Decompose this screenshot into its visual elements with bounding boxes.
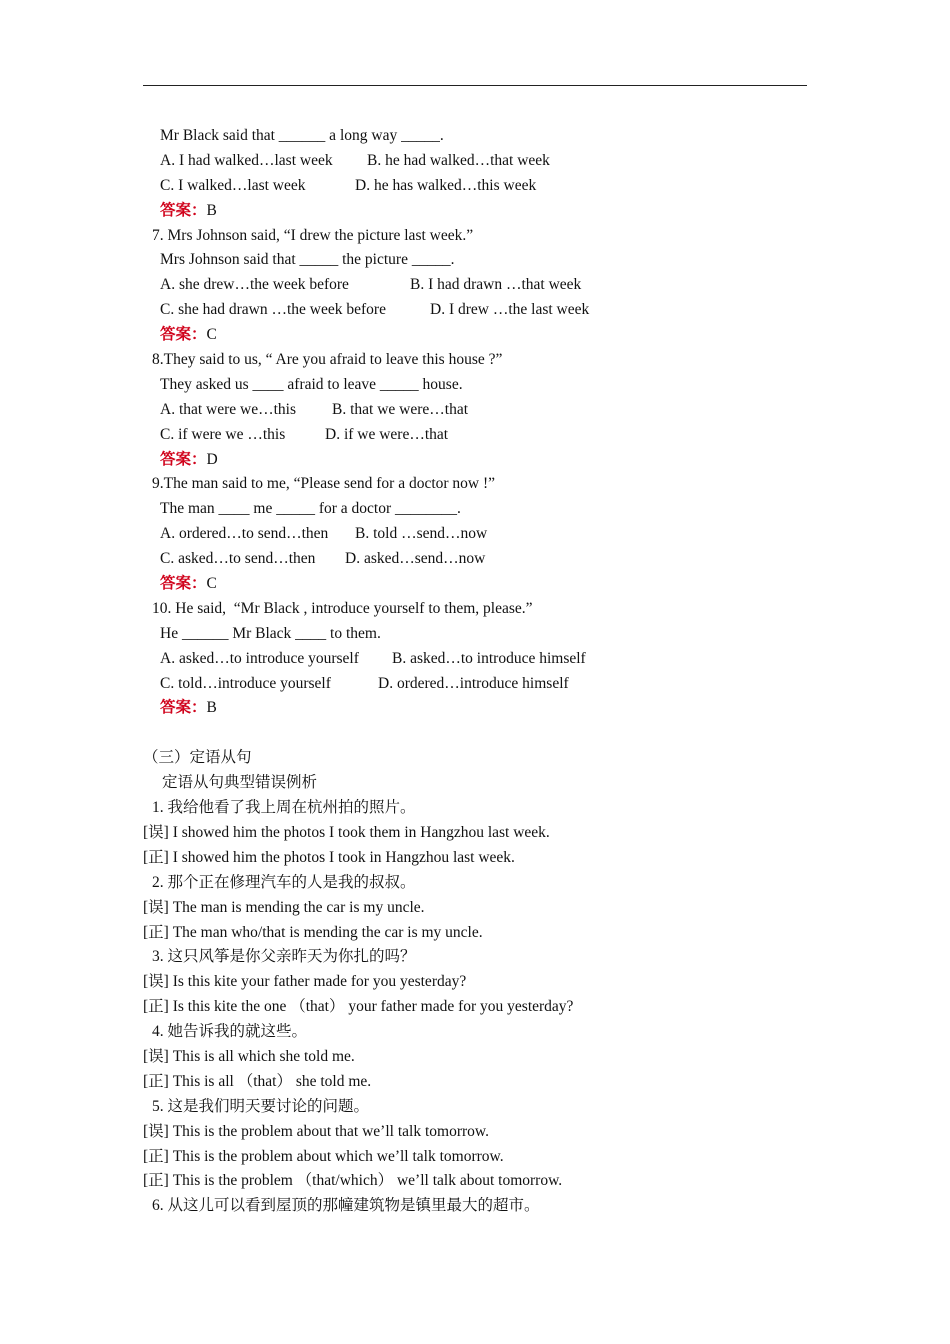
example-2-wrong: [误] The man is mending the car is my uncle.: [143, 898, 425, 916]
q8-option-b: B. that we were…that: [332, 400, 469, 418]
q9-answer: [0, 572, 950, 597]
example-5-chinese: 5. 这是我们明天要讨论的问题。: [152, 1097, 370, 1115]
q8-stem: 8.They said to us, “ Are you afraid to leave this house ?”: [152, 351, 503, 369]
q10-blank-sentence: He ______ Mr Black ____ to them.: [160, 624, 381, 642]
answer-value: B: [206, 201, 217, 219]
q7-option-b: B. I had drawn …that week: [410, 276, 582, 294]
example-1-correct: [正] I showed him the photos I took in Hangzhou last week.: [143, 848, 515, 866]
q10-option-b: B. asked…to introduce himself: [392, 649, 586, 667]
q7-option-c: C. she had drawn …the week before: [160, 301, 386, 319]
answer-value: D: [206, 450, 218, 468]
q7-blank-sentence: Mrs Johnson said that _____ the picture _____.: [160, 251, 455, 269]
example-2-correct: [正] The man who/that is mending the car is my uncle.: [143, 923, 483, 941]
example-4-correct: [正] This is all （that） she told me.: [143, 1072, 372, 1090]
document-body: [0, 124, 950, 1219]
q6-option-a: A. I had walked…last week: [160, 151, 333, 169]
answer-label: 答案：: [160, 201, 207, 219]
example-3-wrong: [误] Is this kite your father made for you yesterday?: [143, 973, 467, 991]
example-4-chinese: 4. 她告诉我的就这些。: [152, 1023, 308, 1041]
example-3-correct: [正] Is this kite the one （that） your father made for you yesterday?: [143, 998, 574, 1016]
example-4-wrong: [误] This is all which she told me.: [143, 1047, 355, 1065]
q7-option-a: A. she drew…the week before: [160, 276, 349, 294]
q6-option-c: C. I walked…last week: [160, 176, 306, 194]
q8-options-cd: [0, 423, 950, 448]
example-5-wrong: [误] This is the problem about that we’ll talk tomorrow.: [143, 1122, 489, 1140]
example-3-chinese: 3. 这只风筝是你父亲昨天为你扎的吗？: [152, 948, 416, 966]
q6-answer: [0, 199, 950, 224]
q7-option-d: D. I drew …the last week: [430, 301, 590, 319]
q8-option-c: C. if were we …this: [160, 425, 286, 443]
q6-options-cd: [0, 174, 950, 199]
q8-answer: [0, 448, 950, 473]
example-2-chinese: 2. 那个正在修理汽车的人是我的叔叔。: [152, 873, 416, 891]
q7-options-ab: [0, 273, 950, 298]
q6-stem: Mr Black said that ______ a long way _____.: [160, 127, 444, 144]
q6-options-ab: [0, 149, 950, 174]
q9-options-cd: [0, 547, 950, 572]
q10-options-cd: [0, 672, 950, 697]
q10-option-a: A. asked…to introduce yourself: [160, 649, 359, 667]
example-6-chinese: 6. 从这儿可以看到屋顶的那幢建筑物是镇里最大的超市。: [152, 1197, 540, 1215]
example-1-wrong: [误] I showed him the photos I took them in Hangzhou last week.: [143, 823, 550, 841]
q9-blank-sentence: The man ____ me _____ for a doctor ________.: [160, 500, 461, 518]
q10-answer: [0, 696, 950, 721]
q9-option-b: B. told …send…now: [355, 525, 488, 543]
q8-option-a: A. that were we…this: [160, 400, 297, 418]
header-rule: [143, 85, 807, 86]
q10-option-c: C. told…introduce yourself: [160, 674, 331, 692]
answer-value: B: [206, 699, 217, 717]
answer-label: 答案：: [160, 450, 207, 468]
answer-label: 答案：: [160, 326, 207, 344]
answer-value: C: [206, 575, 217, 593]
q6-option-b: B. he had walked…that week: [367, 151, 550, 169]
q10-option-d: D. ordered…introduce himself: [378, 674, 569, 692]
q7-stem: 7. Mrs Johnson said, “I drew the picture last week.”: [152, 226, 474, 244]
q8-options-ab: [0, 398, 950, 423]
example-5-correct-alt: [正] This is the problem （that/which） we’ll talk about tomorrow.: [143, 1172, 563, 1190]
answer-label: 答案：: [160, 699, 207, 717]
q7-answer: [0, 323, 950, 348]
q9-option-d: D. asked…send…now: [345, 550, 486, 568]
q7-options-cd: [0, 298, 950, 323]
q10-options-ab: [0, 647, 950, 672]
example-1-chinese: 1. 我给他看了我上周在杭州拍的照片。: [152, 799, 416, 817]
q8-option-d: D. if we were…that: [325, 425, 449, 443]
q10-stem: 10. He said, “Mr Black , introduce yourself to them, please.”: [152, 599, 533, 617]
section-heading: （三）定语从句: [143, 749, 252, 767]
q9-options-ab: [0, 522, 950, 547]
answer-value: C: [206, 326, 217, 344]
q9-option-c: C. asked…to send…then: [160, 550, 316, 568]
q8-blank-sentence: They asked us ____ afraid to leave _____ house.: [160, 375, 463, 393]
answer-label: 答案：: [160, 575, 207, 593]
q9-stem: 9.The man said to me, “Please send for a doctor now !”: [152, 475, 496, 493]
q9-option-a: A. ordered…to send…then: [160, 525, 329, 543]
example-5-correct: [正] This is the problem about which we’ll talk tomorrow.: [143, 1147, 504, 1165]
section-subheading: 定语从句典型错误例析: [162, 774, 318, 792]
q6-option-d: D. he has walked…this week: [355, 176, 537, 194]
spacer: [0, 721, 950, 746]
